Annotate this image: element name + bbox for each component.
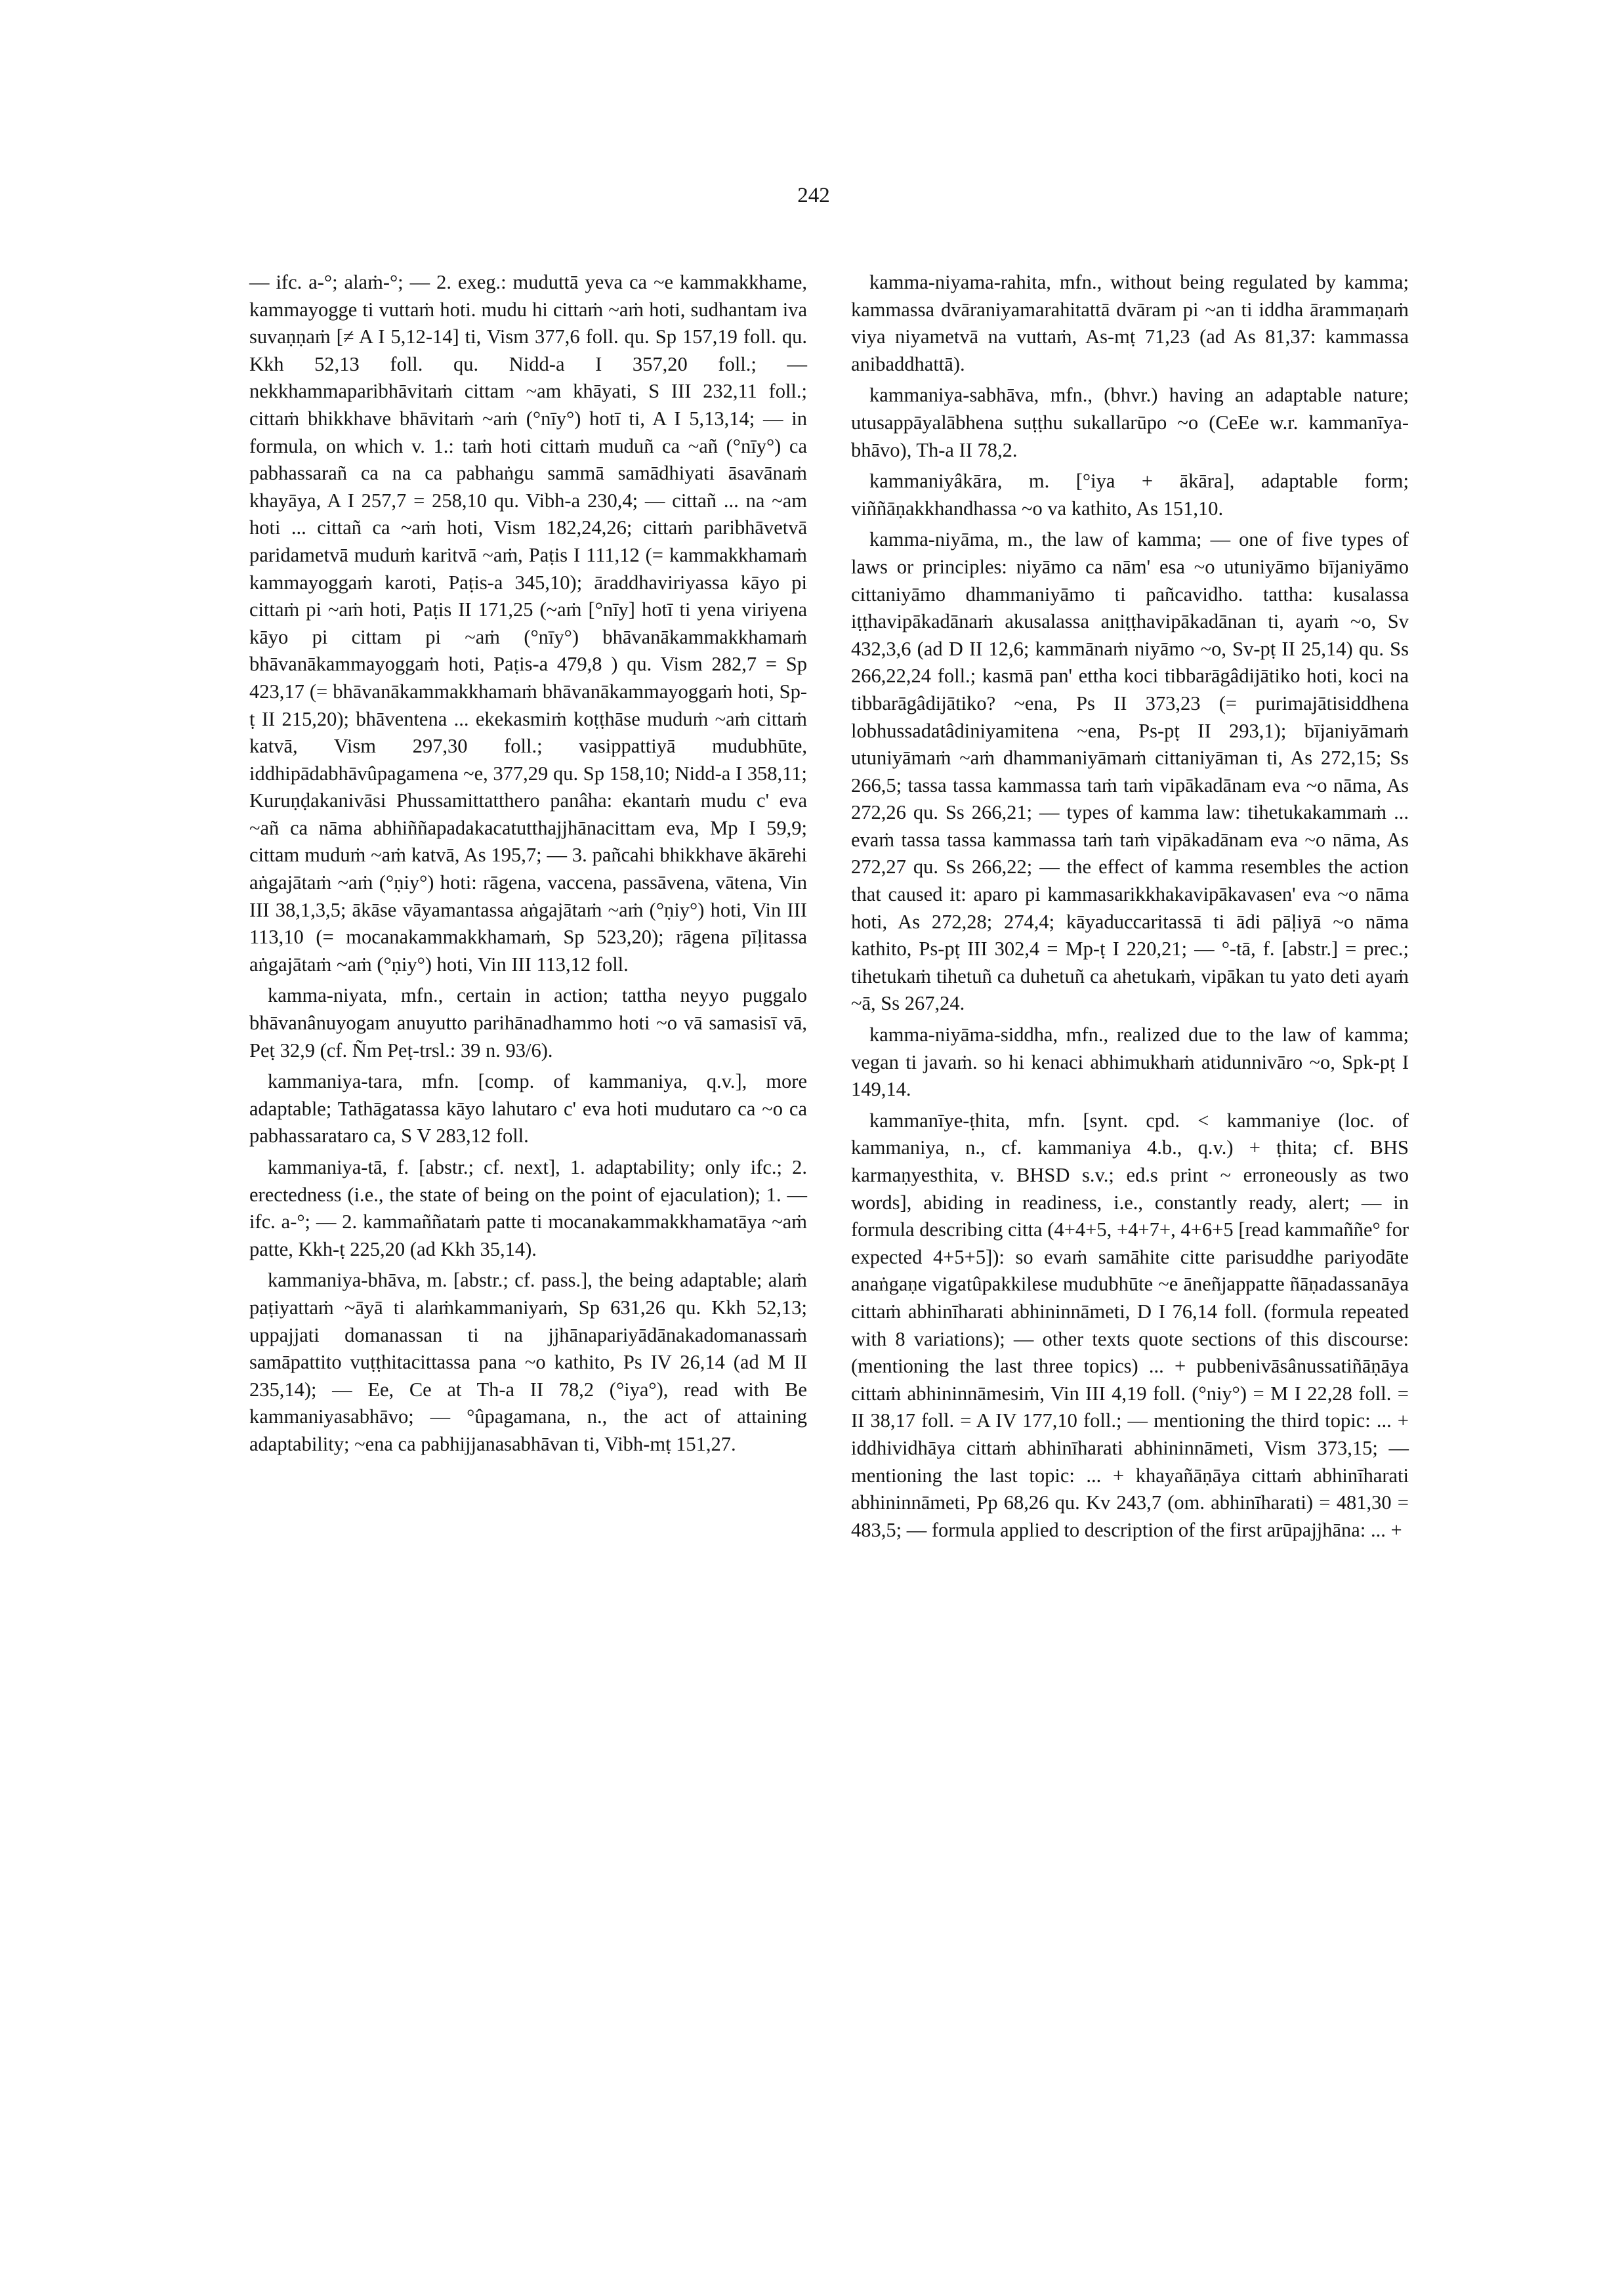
dictionary-entry: kamma-niyāma, m., the law of kamma; — one of five types of laws or principles: niyāmo ca nām' esa ~o utuniyāmo bījaniyāmo cittaniyāmo dhammaniyāmo ti pañcavidho. tattha: kusalassa iṭṭhavipākadānaṁ akusalassa aniṭṭhavipākadānan ti, ayaṁ ~o, Sv 432,3,6 (ad D II 12,6; kammānaṁ niyāmo ~o, Sv-pṭ II 25,14) qu. Ss 266,22,24 foll.; kasmā pan' ettha koci tibbarāgâdijātiko hoti, koci na tibbarāgâdijātiko? ~ena, Ps II 373,23 (= purimajātisiddhena lobhussadatâdiniyamitena ~ena, Ps-pṭ II 293,1); bījaniyāmaṁ utuniyāmaṁ ~aṁ dhammaniyāmaṁ cittaniyāman ti, As 272,15; Ss 266,5; tassa tassa kammassa taṁ taṁ vipākadānam eva ~o nāma, As 272,26 qu. Ss 266,21; — types of kamma law: tihetukakammaṁ ... evaṁ tassa tassa kammassa taṁ taṁ vipākadānam eva ~o nāma, As 272,27 qu. Ss 266,22; — the effect of kamma resembles the action that caused it: aparo pi kammasarikkhakavipākavasen' eva ~o nāma hoti, As 272,28; 274,4; kāyaduccaritassā ti ādi pāḷiyā ~o nāma kathito, Ps-pṭ III 302,4 = Mp-ṭ I 220,21; — °-tā, f. [abstr.] = prec.; tihetukaṁ tihetuñ ca duhetuñ ca ahetukaṁ, vipākan tu yato deti ayaṁ ~ā, Ss 267,24. (851, 528, 1409, 1015)
right-column (851, 269, 1409, 1548)
page-number: 242 (797, 184, 830, 207)
dictionary-entry: kamma-niyama-rahita, mfn., without being regulated by kamma; kammassa dvāraniyamarahitattā dvāram pi ~an ti iddha ārammaṇaṁ viya niyametvā na vuttaṁ, As-mṭ 71,23 (ad As 81,37: kammassa anibaddhattā). (851, 271, 1409, 375)
left-column (249, 269, 807, 1462)
dictionary-entry: kammaniya-tara, mfn. [comp. of kammaniya, q.v.], more adaptable; Tathāgatassa kāyo lahutaro c' eva hoti mudutaro ca ~o ca pabhassarataro ca, S V 283,12 foll. (249, 1070, 807, 1148)
dictionary-entry: kamma-niyata, mfn., certain in action; tattha neyyo puggalo bhāvanânuyogam anuyutto parihānadhammo hoti ~o vā samasisī vā, Peṭ 32,9 (cf. Ñm Peṭ-trsl.: 39 n. 93/6). (249, 984, 807, 1062)
dictionary-entry: kammaniyâkāra, m. [°iya + ākāra], adaptable form; viññāṇakkhandhassa ~o va kathito, As 151,10. (851, 470, 1409, 520)
dictionary-entry: kammaniya-tā, f. [abstr.; cf. next], 1. adaptability; only ifc.; 2. erectedness (i.e., the state of being on the point of ejaculation); 1. — ifc. a-°; — 2. kammaññataṁ patte ti mocanakammakkhamatāya ~aṁ patte, Kkh-ṭ 225,20 (ad Kkh 35,14). (249, 1156, 807, 1260)
dictionary-entry: kammaniya-sabhāva, mfn., (bhvr.) having an adaptable nature; utusappāyalābhena suṭṭhu sukallarūpo ~o (CeEe w.r. kammanīya-bhāvo), Th-a II 78,2. (851, 384, 1409, 461)
dictionary-entry: kammaniya-bhāva, m. [abstr.; cf. pass.], the being adaptable; alaṁ paṭiyattaṁ ~āyā ti alaṁkammaniyaṁ, Sp 631,26 qu. Kkh 52,13; uppajjati domanassan ti na jjhānapariyādānakadomanassaṁ samāpattito vuṭṭhitacittassa pana ~o kathito, Ps IV 26,14 (ad M II 235,14); — Ee, Ce at Th-a II 78,2 (°iya°), read with Be kammaniyasabhāvo; — °ûpagamana, n., the act of attaining adaptability; ~ena ca pabhijjanasabhāvan ti, Vibh-mṭ 151,27. (249, 1269, 807, 1455)
dictionary-entry: — ifc. a-°; alaṁ-°; — 2. exeg.: muduttā yeva ca ~e kammakkhame, kammayogge ti vuttaṁ hoti. mudu hi cittaṁ ~aṁ hoti, sudhantam iva suvaṇṇaṁ [≠ A I 5,12-14] ti, Vism 377,6 foll. qu. Sp 157,19 foll. qu. Kkh 52,13 foll. qu. Nidd-a I 357,20 foll.; — nekkhammaparibhāvitaṁ cittam ~am khāyati, S III 232,11 foll.; cittaṁ bhikkhave bhāvitaṁ ~aṁ (°nīy°) hotī ti, A I 5,13,14; — in formula, on which v. 1.: taṁ hoti cittaṁ muduñ ca ~añ (°nīy°) ca pabhassarañ ca na ca pabhaṅgu sammā samādhiyati āsavānaṁ khayāya, A I 257,7 = 258,10 qu. Vibh-a 230,4; — cittañ ... na ~am hoti ... cittañ ca ~aṁ hoti, Vism 182,24,26; cittaṁ paribhāvetvā paridametvā muduṁ karitvā ~aṁ, Paṭis I 111,12 (= kammakkhamaṁ kammayoggaṁ karoti, Paṭis-a 345,10); āraddhaviriyassa kāyo pi cittaṁ pi ~aṁ hoti, Paṭis II 171,25 (~aṁ [°nīy] hotī ti yena viriyena kāyo pi cittam pi ~aṁ (°nīy°) bhāvanākammakkhamaṁ bhāvanākammayoggaṁ hoti, Paṭis-a 479,8 ) qu. Vism 282,7 = Sp 423,17 (= bhāvanākammakkhamaṁ bhāvanākammayoggaṁ hoti, Sp-ṭ II 215,20); bhāventena ... ekekasmiṁ koṭṭhāse muduṁ ~aṁ cittaṁ katvā, Vism 297,30 foll.; vasippattiyā mudubhūte, iddhipādabhāvûpagamena ~e, 377,29 qu. Sp 158,10; Nidd-a I 358,11; Kuruṇḍakanivāsi Phussamittatthero panâha: ekantaṁ mudu c' eva ~añ ca nāma abhiññapadakacatutthajjhānacittam eva, Mp I 59,9; cittam muduṁ ~aṁ katvā, As 195,7; — 3. pañcahi bhikkhave ākārehi aṅgajātaṁ ~aṁ (°ṇiy°) hoti: rāgena, vaccena, passāvena, vātena, Vin III 38,1,3,5; ākāse vāyamantassa aṅgajātaṁ ~aṁ (°ṇiy°) hoti, Vin III 113,10 (= mocanakammakkhamaṁ, Sp 523,20); rāgena pīḷitassa aṅgajātaṁ ~aṁ (°ṇiy°) hoti, Vin III 113,12 foll. (249, 271, 807, 976)
dictionary-entry: kammanīye-ṭhita, mfn. [synt. cpd. < kammaniye (loc. of kammaniya, n., cf. kammaniya 4.b., q.v.) + ṭhita; cf. BHS karmaṇyesthita, v. BHSD s.v.; ed.s print ~ erroneously as two words], abiding in readiness, i.e., constantly ready, alert; — in formula describing citta (4+4+5, +4+7+, 4+6+5 [read kammaññe° for expected 4+5+5]): so evaṁ samāhite citte parisuddhe pariyodāte anaṅgaṇe vigatûpakkilese mudubhūte ~e āneñjappatte ñāṇadassanāya cittaṁ abhinīharati abhininnāmeti, D I 76,14 foll. (formula repeated with 8 variations); — other texts quote sections of this discourse: (mentioning the last three topics) ... + pubbenivāsânussatiñāṇāya cittaṁ abhininnāmesiṁ, Vin III 4,19 foll. (°niy°) = M I 22,28 foll. = II 38,17 foll. = A IV 177,10 foll.; — mentioning the third topic: ... + iddhividhāya cittaṁ abhinīharati abhininnāmeti, Vism 373,15; — mentioning the last topic: ... + khayañāṇāya cittaṁ abhinīharati abhininnāmeti, Pp 68,26 qu. Kv 243,7 (om. abhinīharati) = 481,30 = 483,5; — formula applied to description of the first arūpajjhāna: ... + (851, 1109, 1409, 1541)
dictionary-entry: kamma-niyāma-siddha, mfn., realized due to the law of kamma; vegan ti javaṁ. so hi kenaci abhimukhaṁ atidunnivāro ~o, Spk-pṭ I 149,14. (851, 1023, 1409, 1101)
